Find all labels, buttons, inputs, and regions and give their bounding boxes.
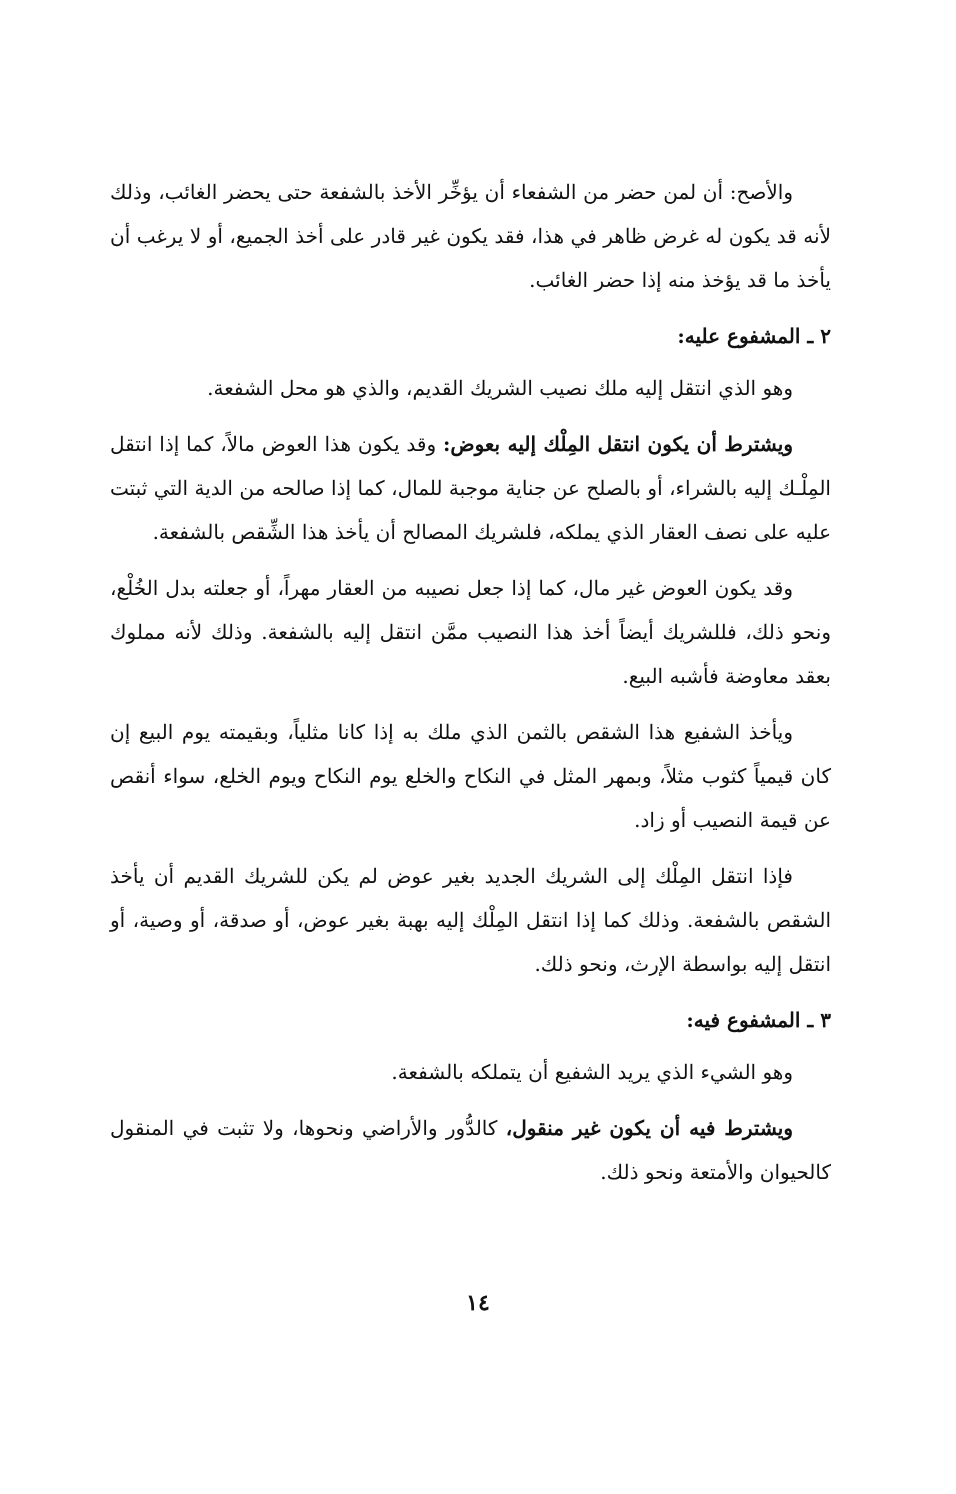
paragraph-8 <box>110 1106 831 1194</box>
page-body <box>110 170 831 1206</box>
paragraph-8-body: كالدُّور والأراضي ونحوها، ولا تثبت في المنقول كالحيوان والأمتعة ونحو ذلك. <box>110 1116 831 1184</box>
section-heading-3: ٣ ـ المشفوع فيه: <box>686 1008 831 1032</box>
paragraph-7: وهو الشيء الذي يريد الشفيع أن يتملكه بالشفعة. <box>391 1060 793 1084</box>
paragraph-2: وهو الذي انتقل إليه ملك نصيب الشريك القديم، والذي هو محل الشفعة. <box>207 376 793 400</box>
section-heading-2: ٢ ـ المشفوع عليه: <box>677 324 831 348</box>
paragraph-1: والأصح: أن لمن حضر من الشفعاء أن يؤخِّر الأخذ بالشفعة حتى يحضر الغائب، وذلك لأنه قد يكون له غرض ظاهر في هذا، فقد يكون غير قادر على أخذ الجميع، أو لا يرغب أن يأخذ ما قد يؤخذ منه إذا حضر الغائب. <box>110 180 831 292</box>
page-number: ١٤ <box>466 1290 490 1316</box>
paragraph-4: وقد يكون العوض غير مال، كما إذا جعل نصيبه من العقار مهراً، أو جعلته بدل الخُلْع، ونحو ذلك، فللشريك أيضاً أخذ هذا النصيب ممَّن انتقل إليه بالشفعة. وذلك لأنه مملوك بعقد معاوضة فأشبه البيع. <box>110 576 831 688</box>
paragraph-5: ويأخذ الشفيع هذا الشقص بالثمن الذي ملك به إذا كانا مثلياً، وبقيمته يوم البيع إن كان قيمياً كثوب مثلاً، وبمهر المثل في النكاح والخلع يوم النكاح ويوم الخلع، سواء أنقص عن قيمة النصيب أو زاد. <box>110 720 831 832</box>
paragraph-6: فإذا انتقل المِلْك إلى الشريك الجديد بغير عوض لم يكن للشريك القديم أن يأخذ الشقص بالشفعة. وذلك كما إذا انتقل المِلْك إليه بهبة بغير عوض، أو صدقة، أو وصية، أو انتقل إليه بواسطة الإرث، ونحو ذلك. <box>110 864 831 976</box>
paragraph-3-body: وقد يكون هذا العوض مالاً، كما إذا انتقل المِلْـك إليه بالشراء، أو بالصلح عن جناية موجبة للمال، كما إذا صالحه من الدية التي ثبتت عليه على نصف العقار الذي يملكه، فلشريك المصالح أن يأخذ هذا الشِّقص بالشفعة. <box>110 432 831 544</box>
paragraph-8-lead: ويشترط فيه أن يكون غير منقول، <box>505 1116 794 1140</box>
paragraph-3 <box>110 422 831 554</box>
paragraph-3-lead: ويشترط أن يكون انتقل المِلْك إليه بعوض: <box>443 432 794 456</box>
